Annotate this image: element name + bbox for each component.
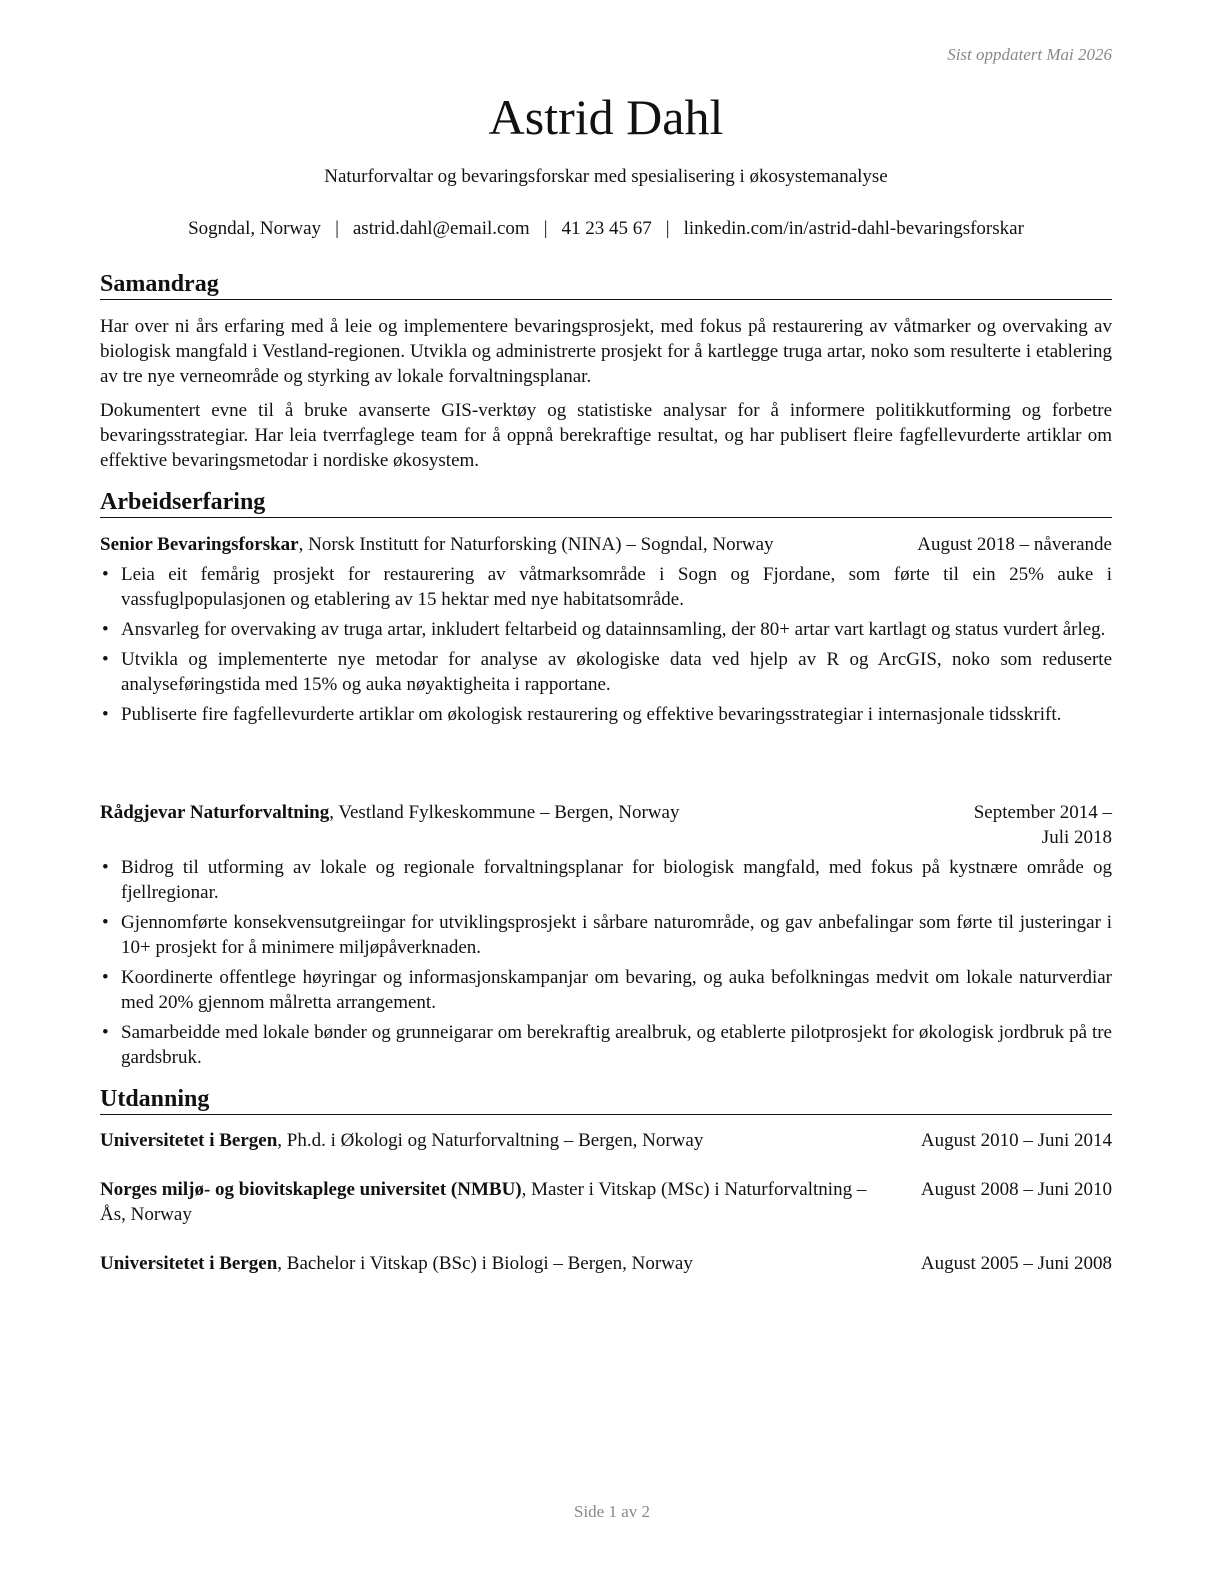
job-bullets: [100, 562, 1112, 732]
job-entry: [100, 532, 1112, 557]
education-entry: [100, 1128, 1112, 1153]
list-item: • Leia eit femårig prosjekt for restaurering av våtmarksområde i Sogn og Fjordane, som førte til ein 25% auke i vassfuglpopulasjonen og etablering av 15 hektar med nye habitatsområde.: [100, 562, 1112, 612]
list-item: • Koordinerte offentlege høyringar og informasjonskampanjar om bevaring, og auka befolkningas medvit om lokale naturverdiar med 20% gjennom målretta arrangement.: [100, 965, 1112, 1015]
job-employer: , Vestland Fylkeskommune – Bergen, Norway: [329, 802, 680, 823]
job-employer: , Norsk Institutt for Naturforsking (NINA) – Sogndal, Norway: [298, 534, 774, 555]
degree: , Master i Vitskap (MSc) i Naturforvaltning – Ås, Norway: [100, 1179, 867, 1225]
section-title-experience: Arbeidserfaring: [100, 488, 1112, 518]
degree: , Ph.d. i Økologi og Naturforvaltning – Bergen, Norway: [277, 1130, 704, 1151]
summary-paragraph: Dokumentert evne til å bruke avanserte GIS-verktøy og statistiske analysar for å informere politikkutforming og forbetre bevaringsstrategiar. Har leia tverrfaglege team for å oppnå berekraftige resultat, og har publisert fleire fagfellevurderte artiklar om effektive bevaringsmetodar i nordiske økosystem.: [100, 400, 1112, 471]
school-name: Norges miljø- og biovitskaplege universitet (NMBU): [100, 1179, 522, 1200]
job-dates: August 2018 – nåverande: [917, 534, 1112, 555]
contact-separator: |: [543, 218, 548, 239]
list-item: • Bidrog til utforming av lokale og regionale forvaltningsplanar for biologisk mangfald, med fokus på kystnære område og fjellregionar.: [100, 855, 1112, 905]
contact-phone: 41 23 45 67: [561, 218, 652, 239]
list-item: • Samarbeidde med lokale bønder og grunneigarar om berekraftig arealbruk, og etablerte pilotprosjekt for økologisk jordbruk på tre gardsbruk.: [100, 1020, 1112, 1070]
education-entry: [100, 1177, 1112, 1227]
school-name: Universitetet i Bergen: [100, 1130, 278, 1151]
job-role: Rådgjevar Naturforvaltning: [100, 802, 330, 823]
job-role: Senior Bevaringsforskar: [100, 534, 299, 555]
job-dates: September 2014 – Juli 2018: [973, 802, 1112, 848]
education-dates: August 2005 – Juni 2008: [920, 1253, 1112, 1274]
section-title-education: Utdanning: [100, 1085, 1112, 1115]
contact-separator: |: [335, 218, 339, 239]
tagline: Naturforvaltar og bevaringsforskar med spesialisering i økosystemanalyse: [324, 166, 888, 187]
contact-linkedin[interactable]: linkedin.com/in/astrid-dahl-bevaringsforskar: [683, 218, 1024, 239]
list-item: • Ansvarleg for overvaking av truga artar, inkludert feltarbeid og datainnsamling, der 80+ artar vart kartlagt og status vurdert årleg.: [100, 617, 1112, 642]
list-item: • Publiserte fire fagfellevurderte artiklar om økologisk restaurering og effektive bevaringsstrategiar i internasjonale tidsskrift.: [100, 702, 1112, 727]
education-dates: August 2008 – Juni 2010: [920, 1179, 1112, 1200]
contact-email[interactable]: astrid.dahl@email.com: [352, 218, 530, 239]
education-dates: August 2010 – Juni 2014: [920, 1130, 1112, 1151]
last-updated: Sist oppdatert Mai 2026: [947, 45, 1112, 64]
section-title-summary: Samandrag: [100, 270, 1112, 300]
contact-separator: |: [665, 218, 670, 239]
contact-location: Sogndal, Norway: [188, 218, 322, 239]
degree: , Bachelor i Vitskap (BSc) i Biologi – Bergen, Norway: [277, 1253, 693, 1274]
list-item: • Gjennomførte konsekvensutgreiingar for utviklingsprosjekt i sårbare naturområde, og gav anbefalingar som førte til justeringar i 10+ prosjekt for å minimere miljøpåverknaden.: [100, 910, 1112, 960]
summary-paragraph: Har over ni års erfaring med å leie og implementere bevaringsprosjekt, med fokus på restaurering av våtmarker og overvaking av biologisk mangfald i Vestland-regionen. Utvikla og administrerte prosjekt for å kartlegge truga artar, noko som resulterte i etablering av tre nye verneområde og styrking av lokale forvaltningsplanar.: [100, 316, 1112, 387]
job-bullets: [100, 855, 1112, 1075]
education-entry: [100, 1251, 1112, 1276]
candidate-name: Astrid Dahl: [488, 89, 724, 145]
contact-line: [100, 218, 1112, 240]
school-name: Universitetet i Bergen: [100, 1253, 278, 1274]
list-item: • Utvikla og implementerte nye metodar for analyse av økologiske data ved hjelp av R og ArcGIS, noko som reduserte analyseføringstida med 15% og auka nøyaktigheita i rapportane.: [100, 647, 1112, 697]
page-number: Side 1 av 2: [573, 1502, 651, 1521]
job-entry: [100, 800, 1112, 850]
